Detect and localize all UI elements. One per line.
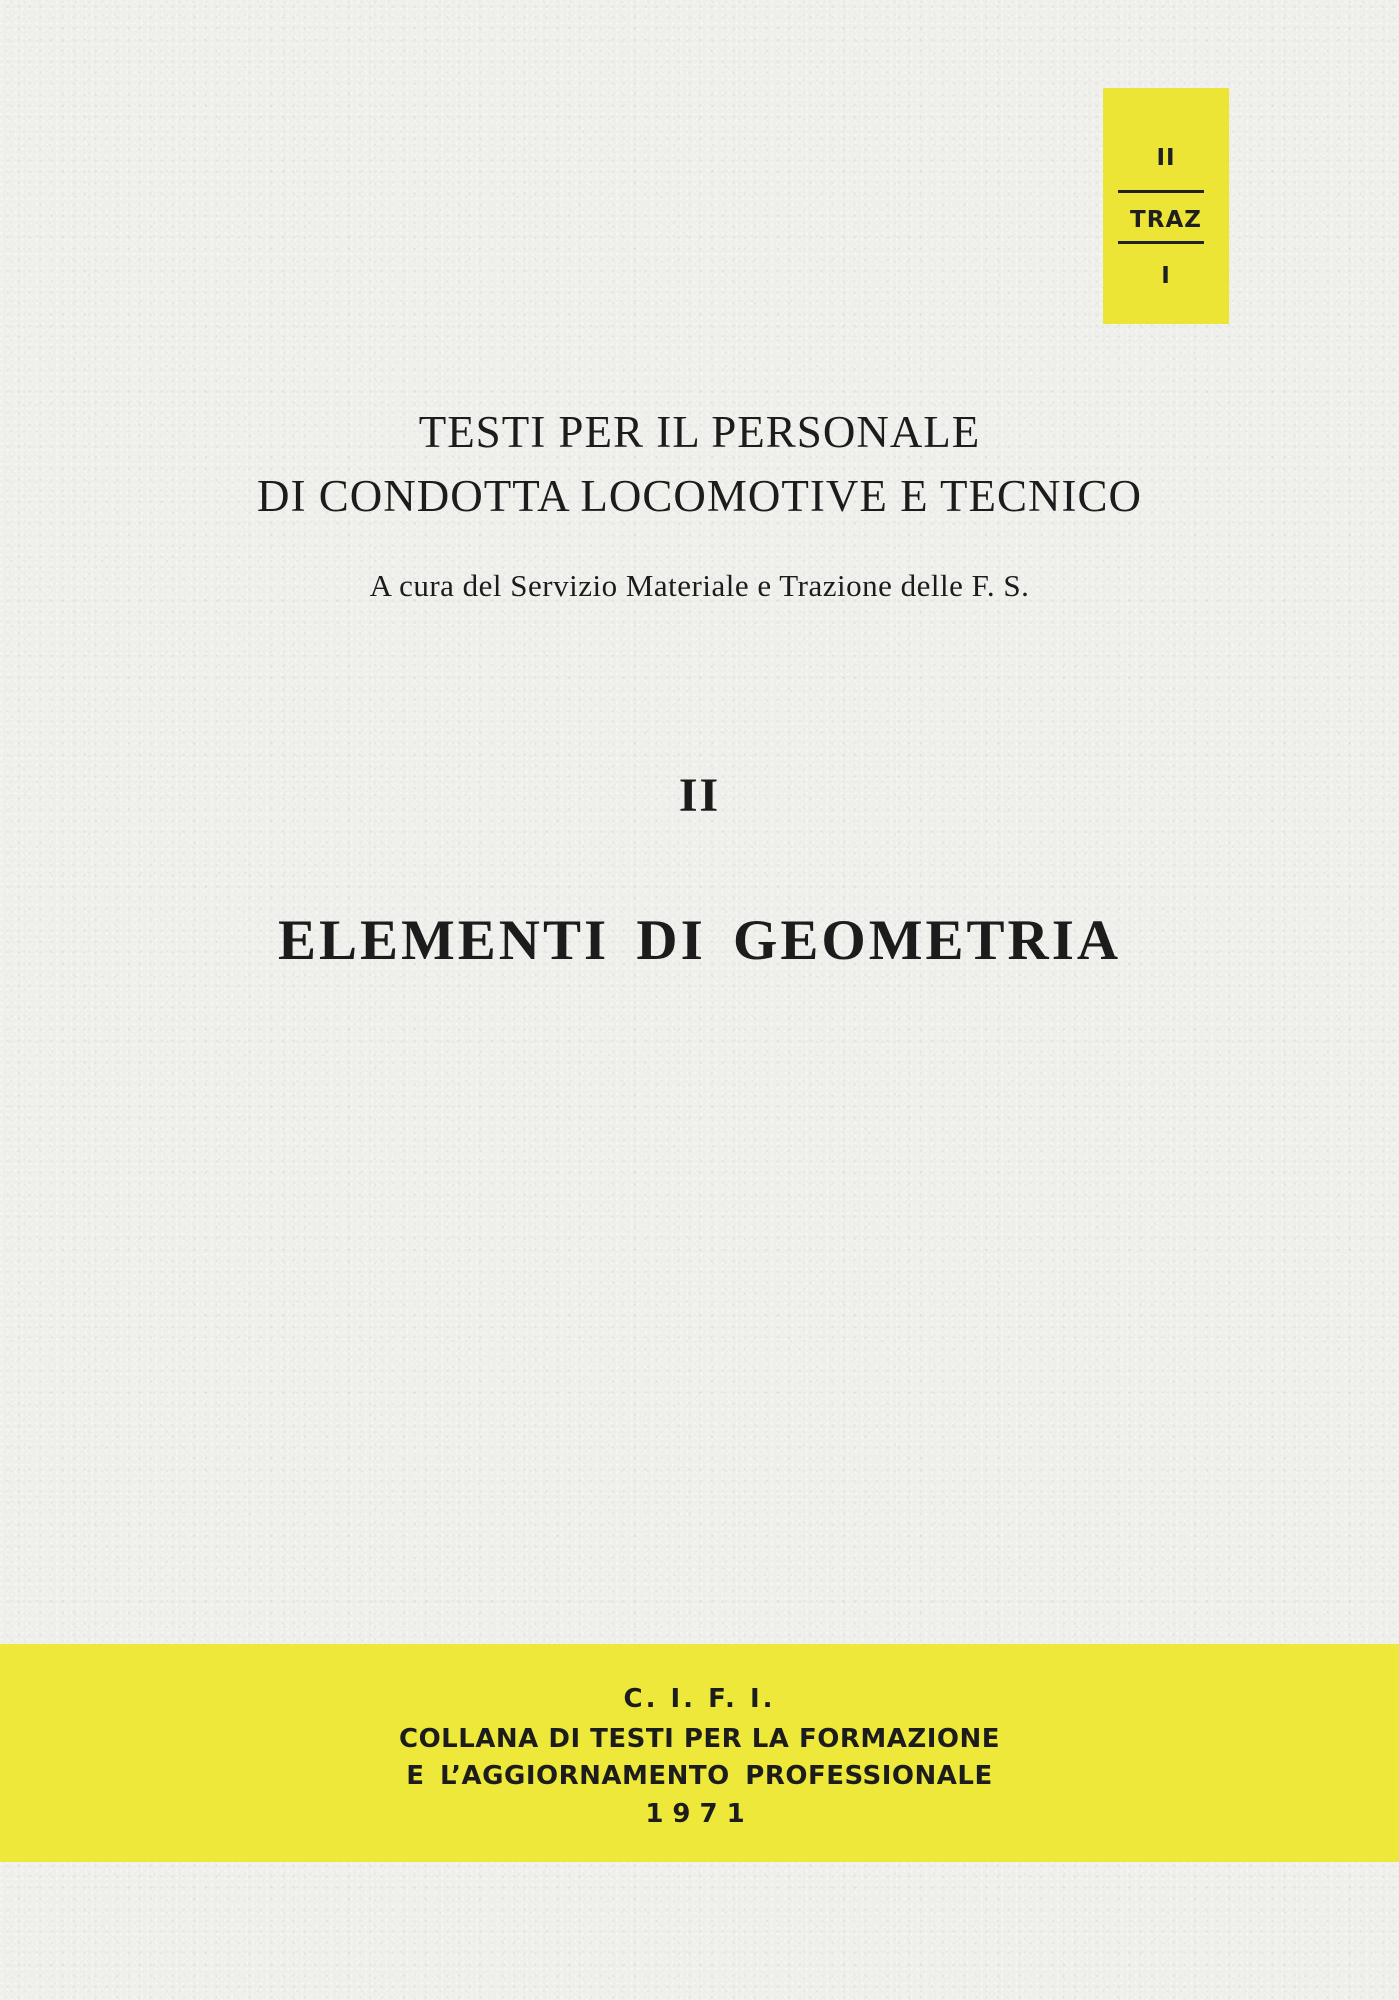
tab-part: I xyxy=(1161,263,1171,289)
series-title-line-2: DI CONDOTTA LOCOMOTIVE E TECNICO xyxy=(256,471,1142,521)
tab-volume: II xyxy=(1156,145,1176,171)
publisher-name: C. I. F. I. xyxy=(623,1684,776,1714)
editor-line: A cura del Servizio Materiale e Trazione delle F. S. xyxy=(369,568,1030,603)
volume-number: II xyxy=(678,769,721,822)
tab-divider-bottom xyxy=(1118,241,1204,244)
collection-line-2: E L’AGGIORNAMENTO PROFESSIONALE xyxy=(406,1761,993,1791)
publication-year: 1971 xyxy=(645,1799,754,1829)
collection-line-1: COLLANA DI TESTI PER LA FORMAZIONE xyxy=(398,1724,1001,1754)
tab-divider-top xyxy=(1118,190,1204,193)
series-title-line-1: TESTI PER IL PERSONALE xyxy=(418,407,981,457)
book-title: ELEMENTI DI GEOMETRIA xyxy=(277,909,1122,972)
publisher-band xyxy=(0,1644,1399,1862)
tab-department: TRAZ xyxy=(1130,207,1202,233)
